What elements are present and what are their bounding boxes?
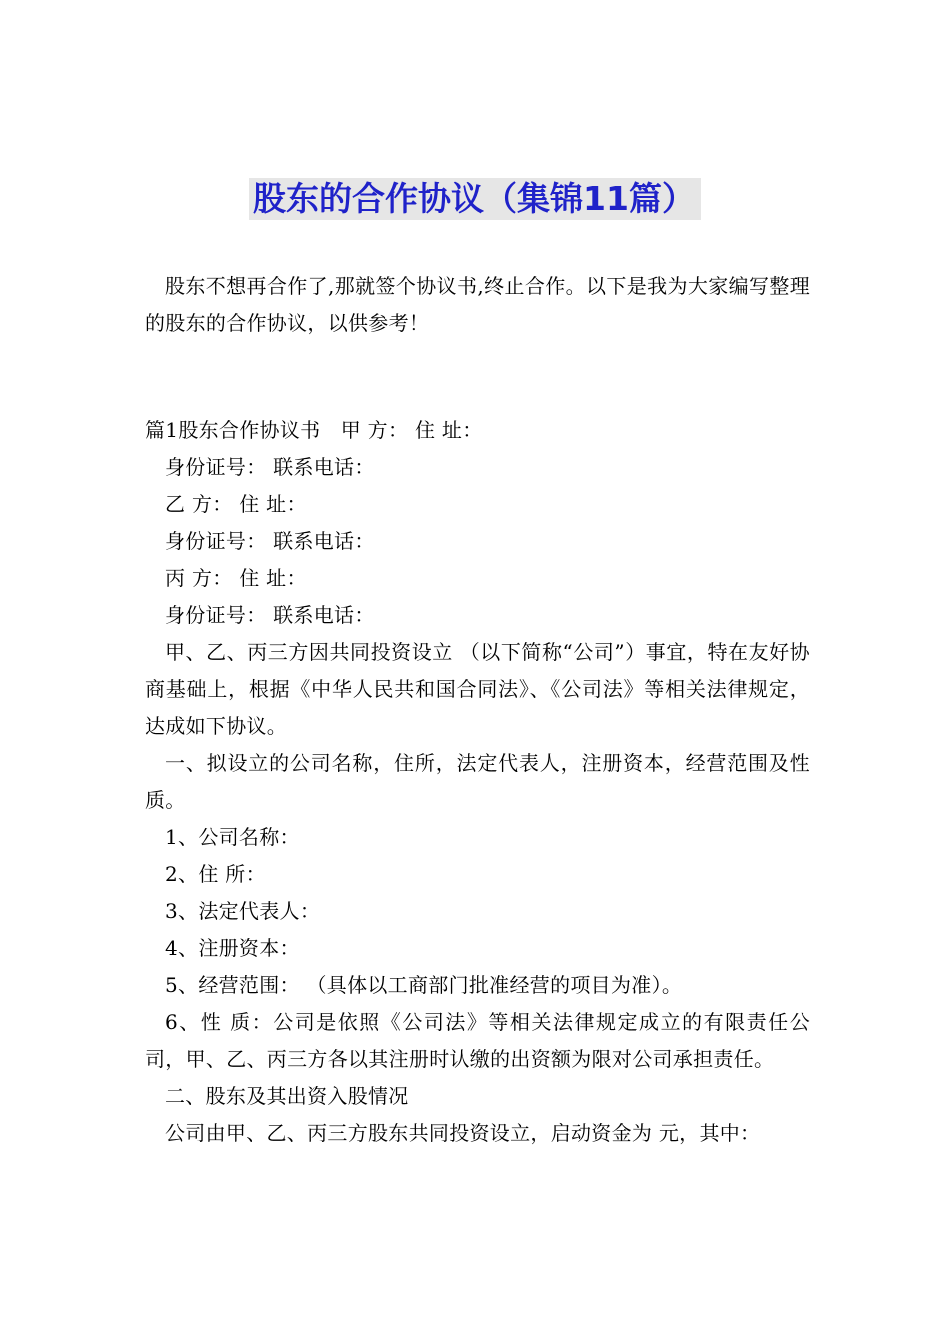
agreement-body xyxy=(145,412,810,1152)
paragraph-party-b-id: 身份证号： 联系电话： xyxy=(165,529,375,553)
paragraph-legal-representative: 3、法定代表人： xyxy=(165,899,321,923)
title-container xyxy=(0,178,950,220)
paragraph-party-c: 丙 方： 住 址： xyxy=(165,566,307,590)
paragraph-company-name: 1、公司名称： xyxy=(165,825,300,849)
paragraph-party-c-id: 身份证号： 联系电话： xyxy=(165,603,375,627)
paragraph-company-nature: 6、性 质：公司是依照《公司法》等相关法律规定成立的有限责任公司，甲、乙、丙三方各以其注册时认缴的出资额为限对公司承担责任。 xyxy=(145,1010,810,1071)
paragraph-party-a: 篇1股东合作协议书 甲 方： 住 址： xyxy=(145,418,483,442)
paragraph-party-a-id: 身份证号： 联系电话： xyxy=(165,455,375,479)
paragraph-capital-contribution: 公司由甲、乙、丙三方股东共同投资设立，启动资金为 元，其中： xyxy=(165,1121,761,1145)
paragraph-section-1-heading: 一、拟设立的公司名称，住所，法定代表人，注册资本，经营范围及性质。 xyxy=(145,751,810,812)
intro-paragraph: 股东不想再合作了,那就签个协议书,终止合作。以下是我为大家编写整理的股东的合作协议，以供参考！ xyxy=(145,274,810,335)
paragraph-company-address: 2、住 所： xyxy=(165,862,266,886)
paragraph-party-b: 乙 方： 住 址： xyxy=(165,492,307,516)
document-title: 股东的合作协议（集锦11篇） xyxy=(249,178,701,220)
intro-section xyxy=(145,268,810,342)
paragraph-business-scope: 5、经营范围： （具体以工商部门批准经营的项目为准）。 xyxy=(165,973,683,997)
paragraph-preamble: 甲、乙、丙三方因共同投资设立 （以下简称“公司”）事宜，特在友好协商基础上，根据《中华人民共和国合同法》、《公司法》等相关法律规定，达成如下协议。 xyxy=(145,640,810,738)
paragraph-section-2-heading: 二、股东及其出资入股情况 xyxy=(165,1084,409,1108)
paragraph-registered-capital: 4、注册资本： xyxy=(165,936,300,960)
